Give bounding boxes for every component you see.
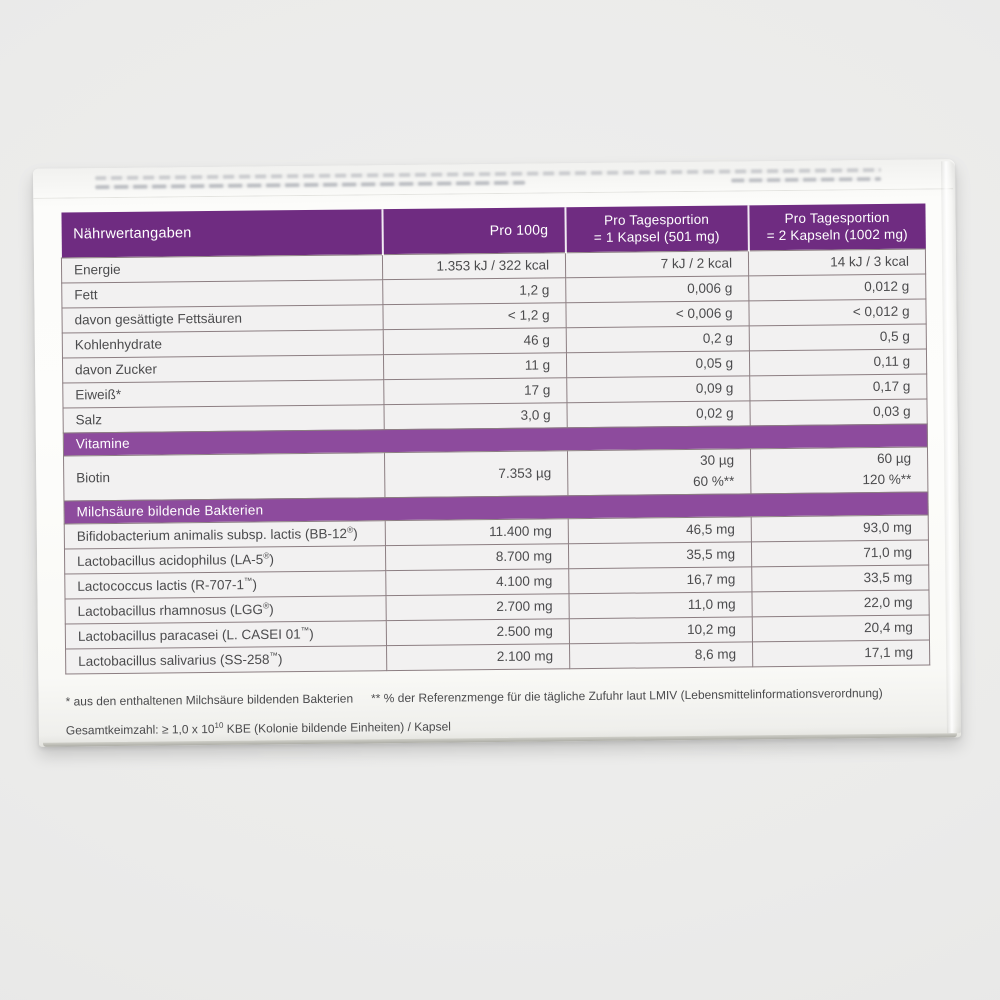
total-germ-count-prefix: Gesamtkeimzahl: ≥ 1,0 x 10: [65, 721, 215, 738]
bacteria-label: [65, 595, 386, 623]
value-per-1-capsule: 11,0 mg: [569, 591, 752, 618]
footnote-reference-amount: ** % der Referenzmenge für die tägliche Zufuhr laut LMIV (Lebensmittelinformationsverordnung): [371, 685, 883, 706]
nutrient-label: davon gesättigte Fettsäuren: [62, 304, 383, 332]
value-per-2-capsules: 20,4 mg: [752, 614, 929, 641]
header-per-1-capsule: [565, 205, 748, 252]
bacteria-name: Lactobacillus paracasei (L. CASEI 01: [77, 626, 301, 645]
faint-print-line: [731, 177, 881, 183]
value-per-1-capsule: 0,09 g: [567, 375, 750, 402]
bacteria-name-close: ): [269, 602, 274, 618]
value-per-100g: 1,2 g: [383, 277, 566, 304]
value-per-1-capsule: 0,006 g: [566, 275, 749, 302]
nutrient-label: Kohlenhydrate: [62, 329, 383, 357]
value-per-1-capsule: 8,6 mg: [569, 641, 752, 668]
trademark-symbol: ™: [243, 575, 253, 586]
bacteria-label: [64, 520, 385, 548]
bacteria-name-close: ): [252, 577, 258, 593]
trademark-symbol: ™: [269, 650, 279, 661]
value-per-2-capsules: < 0,012 g: [749, 299, 926, 326]
value-per-2-capsules: [750, 446, 927, 493]
value-per-100g: 46 g: [383, 327, 566, 354]
value-per-100g: 11 g: [383, 352, 566, 379]
bacteria-name: Lactococcus lactis (R-707-1: [77, 577, 245, 595]
trademark-symbol: ™: [300, 625, 310, 636]
footnote-protein-source: * aus den enthaltenen Milchsäure bildenden Bakterien: [65, 691, 354, 709]
value-per-2-capsules: 0,012 g: [749, 274, 926, 301]
total-germ-count-exponent: 10: [214, 720, 224, 730]
value-per-1-capsule: 0,02 g: [567, 400, 750, 427]
bacteria-name-close: ): [309, 626, 314, 642]
bacteria-name: Bifidobacterium animalis subsp. lactis (BB-12: [76, 526, 348, 545]
trademark-symbol: ®: [263, 550, 270, 561]
section-label: Vitamine: [63, 423, 927, 455]
header-line2: = 2 Kapseln (1002 mg): [766, 226, 908, 244]
bacteria-name-close: ): [353, 526, 358, 542]
nutrient-label: davon Zucker: [62, 354, 383, 382]
header-line1: Pro Tagesportion: [603, 211, 710, 228]
biotin-percent: 120 %**: [862, 471, 912, 487]
total-germ-count-suffix: KBE (Kolonie bildende Einheiten) / Kapsel: [223, 719, 451, 736]
bacteria-name: Lactobacillus salivarius (SS-258: [78, 652, 270, 670]
nutrient-label: Fett: [62, 279, 383, 307]
bacteria-label: [66, 645, 387, 673]
section-label: Milchsäure bildende Bakterien: [64, 491, 928, 523]
value-per-2-capsules: 17,1 mg: [752, 639, 929, 666]
bacteria-name: Lactobacillus acidophilus (LA-5: [77, 552, 264, 570]
value-per-2-capsules: 0,17 g: [750, 373, 927, 400]
header-per-2-capsules: [748, 204, 925, 251]
faint-print-line: [95, 181, 525, 190]
value-per-100g: 4.100 mg: [386, 568, 569, 595]
value-per-1-capsule: 35,5 mg: [568, 541, 751, 568]
bacteria-name: Lactobacillus rhamnosus (LGG: [77, 602, 264, 620]
box-top-flap: [33, 159, 953, 199]
value-per-100g: 3,0 g: [384, 402, 567, 429]
value-per-1-capsule: 16,7 mg: [569, 566, 752, 593]
value-per-1-capsule: 7 kJ / 2 kcal: [565, 250, 748, 277]
value-per-1-capsule: 0,2 g: [566, 325, 749, 352]
value-per-1-capsule: 10,2 mg: [569, 616, 752, 643]
nutrition-table: [60, 204, 930, 675]
biotin-amount: 30 µg: [699, 452, 735, 468]
value-per-100g: < 1,2 g: [383, 302, 566, 329]
biotin-amount: 60 µg: [876, 450, 912, 466]
nutrient-label: Energie: [61, 254, 382, 282]
bacteria-label: [65, 570, 386, 598]
trademark-symbol: ®: [262, 600, 270, 611]
product-box-back: [33, 159, 961, 747]
header-per-100g: [382, 207, 565, 254]
value-per-100g: 2.500 mg: [386, 618, 569, 645]
value-per-2-capsules: 0,03 g: [750, 398, 927, 425]
bacteria-label: [64, 545, 385, 573]
nutrient-label: Salz: [63, 404, 384, 432]
value-per-100g: 2.100 mg: [387, 643, 570, 670]
bacteria-name-close: ): [269, 552, 275, 568]
value-per-2-capsules: 71,0 mg: [751, 539, 928, 566]
header-line1: Pro Tagesportion: [784, 209, 890, 226]
value-per-100g: 7.353 µg: [384, 450, 567, 497]
box-right-fold: [941, 161, 961, 733]
bacteria-name-close: ): [277, 652, 283, 668]
biotin-percent: 60 %**: [692, 473, 735, 489]
value-per-2-capsules: 14 kJ / 3 kcal: [748, 249, 925, 276]
value-per-100g: 8.700 mg: [385, 543, 568, 570]
value-per-100g: 11.400 mg: [385, 518, 568, 545]
value-per-100g: 1.353 kJ / 322 kcal: [382, 252, 565, 279]
value-per-100g: 2.700 mg: [386, 593, 569, 620]
header-label: Pro 100g: [489, 221, 549, 239]
value-per-1-capsule: < 0,006 g: [566, 300, 749, 327]
nutrient-label: Biotin: [64, 452, 385, 500]
value-per-100g: 17 g: [384, 377, 567, 404]
value-per-1-capsule: 46,5 mg: [568, 516, 751, 543]
value-per-2-capsules: 33,5 mg: [752, 564, 929, 591]
header-nutrition-facts: [61, 209, 382, 257]
trademark-symbol: ®: [346, 524, 354, 535]
value-per-2-capsules: 0,11 g: [749, 348, 926, 375]
header-label: Nährwertangaben: [73, 225, 192, 243]
nutrient-label: Eiweiß*: [63, 379, 384, 407]
bacteria-label: [65, 620, 386, 648]
value-per-2-capsules: 22,0 mg: [752, 589, 929, 616]
value-per-2-capsules: 0,5 g: [749, 323, 926, 350]
value-per-1-capsule: 0,05 g: [566, 350, 749, 377]
value-per-1-capsule: [567, 448, 750, 495]
header-line2: = 1 Kapsel (501 mg): [593, 228, 720, 246]
value-per-2-capsules: 93,0 mg: [751, 514, 928, 541]
